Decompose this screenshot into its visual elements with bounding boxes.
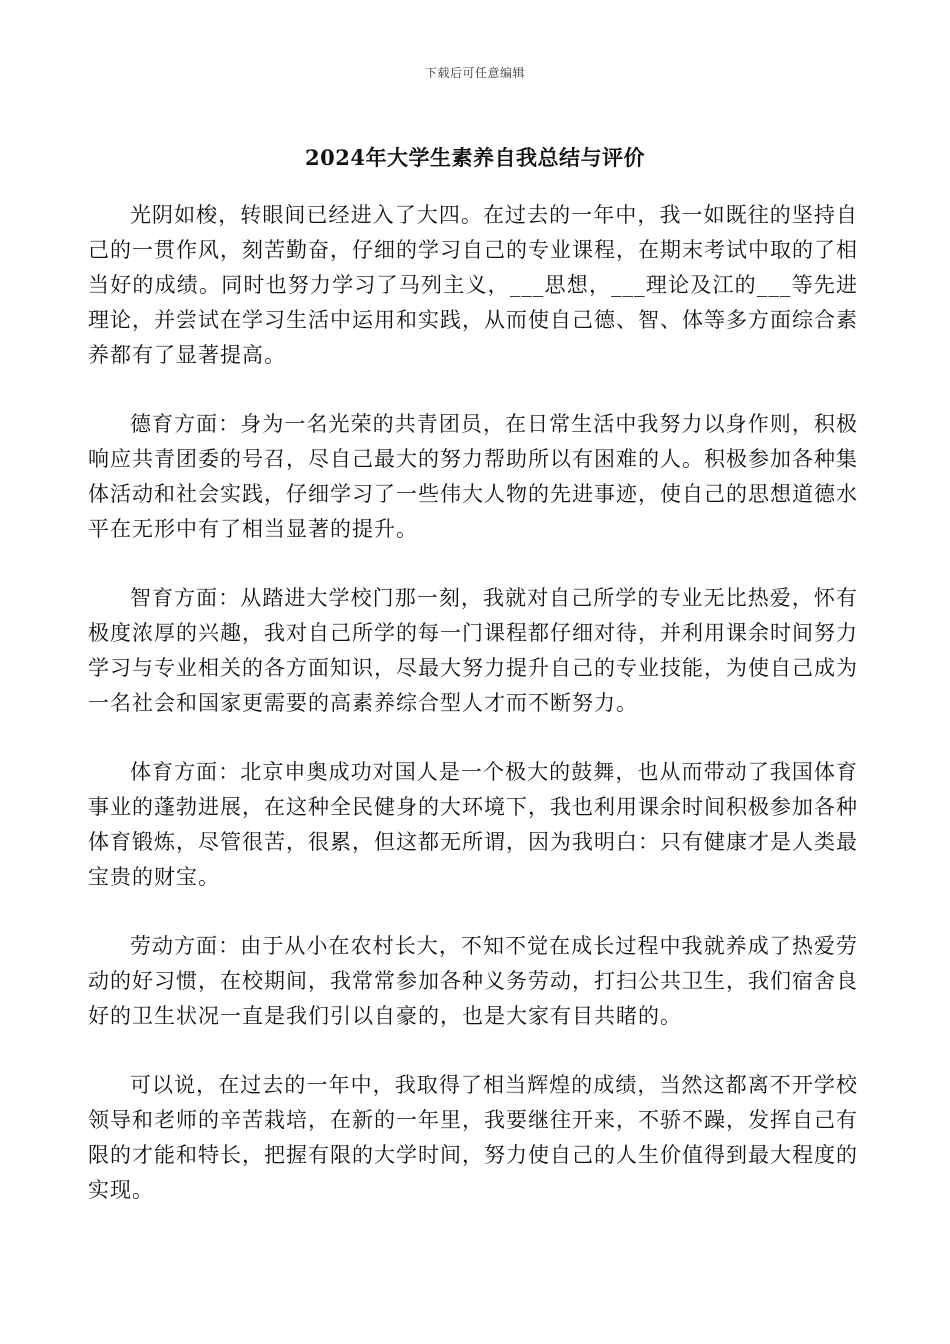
paragraph-intro: 光阴如梭，转眼间已经进入了大四。在过去的一年中，我一如既往的坚持自己的一贯作风，刻苦勤奋，仔细的学习自己的专业课程，在期末考试中取的了相当好的成绩。同时也努力学习了马列主义，___思想，___理论及江的___等先进理论，并尝试在学习生活中运用和实践，从而使自己德、智、体等多方面综合素养都有了显著提高。	[88, 203, 858, 367]
paragraph-conclusion: 可以说，在过去的一年中，我取得了相当辉煌的成绩，当然这都离不开学校领导和老师的辛苦栽培，在新的一年里，我要继往开来，不骄不躁，发挥自己有限的才能和特长，把握有限的大学时间，努力使自己的人生价值得到最大程度的实现。	[88, 1073, 858, 1202]
paragraph-physical-education: 体育方面：北京申奥成功对国人是一个极大的鼓舞，也从而带动了我国体育事业的蓬勃进展，在这种全民健身的大环境下，我也利用课余时间积极参加各种体育锻炼，尽管很苦，很累，但这都无所谓，因为我明白：只有健康才是人类最宝贵的财宝。	[88, 760, 858, 889]
paragraph-intellectual-education: 智育方面：从踏进大学校门那一刻，我就对自己所学的专业无比热爱，怀有极度浓厚的兴趣，我对自己所学的每一门课程都仔细对待，并利用课余时间努力学习与专业相关的各方面知识，尽最大努力提升自己的专业技能，为使自己成为一名社会和国家更需要的高素养综合型人才而不断努力。	[88, 586, 858, 715]
document-title: 2024年大学生素养自我总结与评价	[305, 145, 645, 170]
document-body	[88, 198, 858, 1242]
header-note: 下载后可任意编辑	[424, 66, 525, 80]
paragraph-moral-education: 德育方面：身为一名光荣的共青团员，在日常生活中我努力以身作则，积极响应共青团委的号召，尽自己最大的努力帮助所以有困难的人。积极参加各种集体活动和社会实践，仔细学习了一些伟大人物的先进事迹，使自己的思想道德水平在无形中有了相当显著的提升。	[88, 412, 858, 541]
paragraph-labor: 劳动方面：由于从小在农村长大，不知不觉在成长过程中我就养成了热爱劳动的好习惯，在校期间，我常常参加各种义务劳动，打扫公共卫生，我们宿舍良好的卫生状况一直是我们引以自豪的，也是大家有目共睹的。	[88, 934, 858, 1028]
